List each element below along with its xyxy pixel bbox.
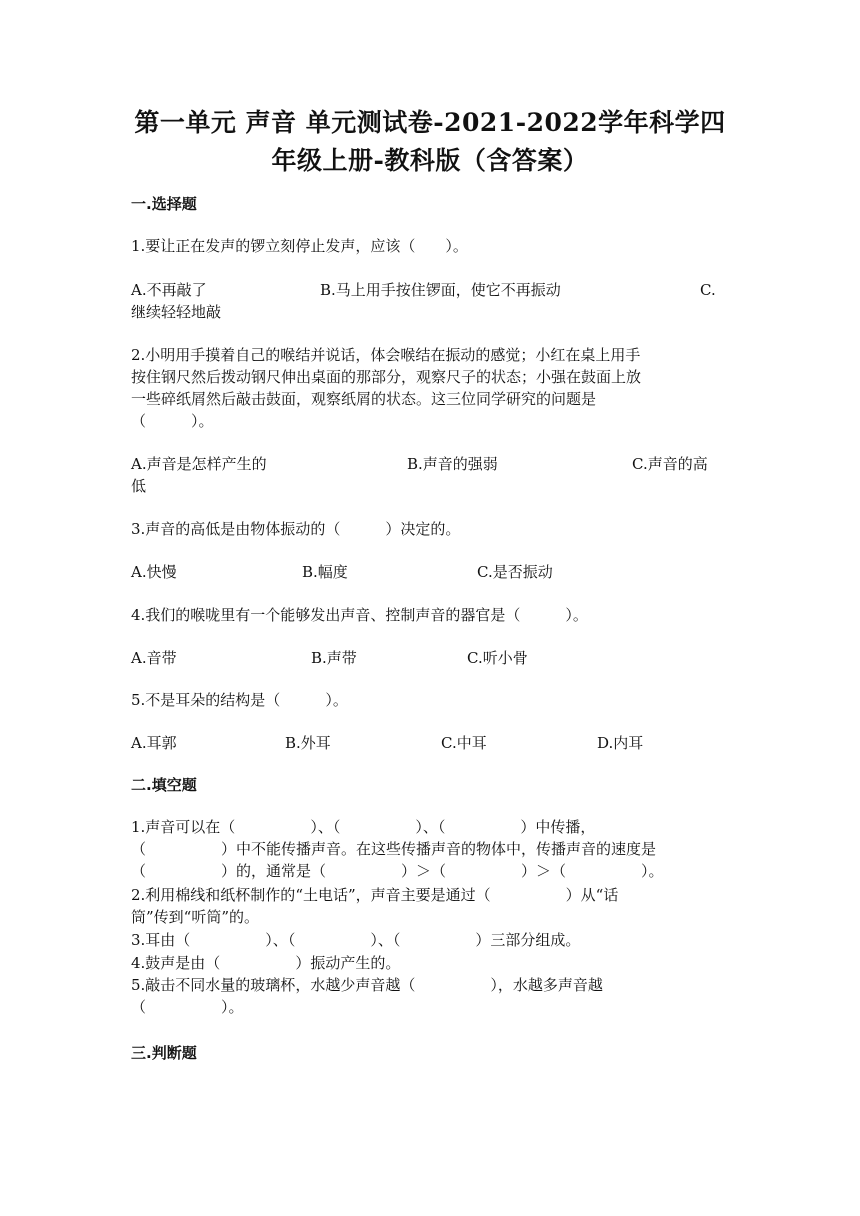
stem-line: 5.敲击不同水量的玻璃杯，水越少声音越（ ），水越多声音越	[131, 976, 603, 994]
stem-line: 按住钢尺然后拨动钢尺伸出桌面的那部分，观察尺子的状态；小强在鼓面上放	[131, 368, 642, 386]
stem-line: 1.声音可以在（ ）、（ ）、（ ）中传播，	[131, 818, 596, 836]
stem-line: 2.利用棉线和纸杯制作的“土电话”，声音主要是通过（ ）从“话	[131, 886, 619, 904]
option-c: C.听小骨	[467, 649, 528, 667]
option-b: B.声音的强弱	[407, 455, 498, 473]
option-c: C.	[700, 281, 716, 299]
option-b: B.马上用手按住锣面，使它不再振动	[320, 281, 561, 299]
question-stem: 3.声音的高低是由物体振动的（ ）决定的。	[131, 520, 461, 538]
title-line-2: 年级上册-教科版（含答案）	[271, 146, 589, 175]
question-stem: 4.我们的喉咙里有一个能够发出声音、控制声音的器官是（ ）。	[131, 606, 588, 624]
fill-question-1	[131, 816, 731, 882]
stem-line: 一些碎纸屑然后敲击鼓面，观察纸屑的状态。这三位同学研究的问题是	[131, 390, 597, 408]
fill-question-4: 4.鼓声是由（ ）振动产生的。	[131, 954, 401, 972]
section-heading-choice: 一.选择题	[131, 195, 197, 213]
stem-line: （ ）中不能传播声音。在这些传播声音的物体中，传播声音的速度是	[131, 840, 657, 858]
stem-line: 筒”传到“听筒”的。	[131, 908, 260, 926]
option-c: C.中耳	[441, 734, 487, 752]
stem-line: （ ）。	[131, 412, 214, 430]
stem-line: （ ）的，通常是（ ）＞（ ）＞（ ）。	[131, 862, 664, 880]
section-heading-fill-blank: 二.填空题	[131, 776, 197, 794]
option-c-continued: 低	[131, 477, 147, 495]
option-b: B.外耳	[285, 734, 331, 752]
option-b: B.声带	[311, 649, 357, 667]
fill-question-2	[131, 884, 731, 928]
option-c-continued: 继续轻轻地敲	[131, 303, 222, 321]
section-heading-true-false: 三.判断题	[131, 1044, 197, 1062]
fill-question-5	[131, 974, 731, 1018]
question-stem: 5.不是耳朵的结构是（ ）。	[131, 691, 348, 709]
option-c: C.声音的高	[632, 455, 708, 473]
question-stem	[131, 344, 731, 432]
option-a: A.不再敲了	[131, 281, 207, 299]
option-a: A.音带	[131, 649, 177, 667]
stem-line: （ ）。	[131, 998, 244, 1016]
option-c: C.是否振动	[477, 563, 553, 581]
option-a: A.耳郭	[131, 734, 177, 752]
option-b: B.幅度	[302, 563, 348, 581]
option-a: A.快慢	[131, 563, 177, 581]
option-d: D.内耳	[597, 734, 644, 752]
stem-line: 2.小明用手摸着自己的喉结并说话，体会喉结在振动的感觉；小红在桌上用手	[131, 346, 641, 364]
document-title	[100, 104, 760, 180]
title-line-1: 第一单元 声音 单元测试卷-2021-2022学年科学四	[134, 108, 726, 137]
question-stem: 1.要让正在发声的锣立刻停止发声，应该（ ）。	[131, 237, 468, 255]
option-a: A.声音是怎样产生的	[131, 455, 267, 473]
fill-question-3: 3.耳由（ ）、（ ）、（ ）三部分组成。	[131, 931, 581, 949]
